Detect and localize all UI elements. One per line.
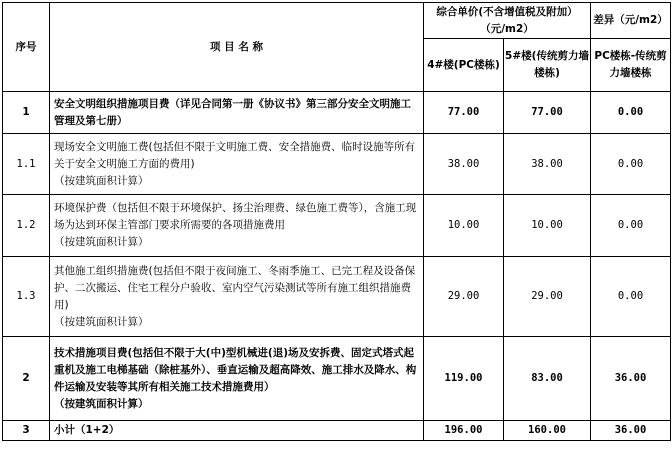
row-seq: 1 xyxy=(3,92,50,134)
row-b4: 10.00 xyxy=(424,195,504,257)
row-seq: 1.1 xyxy=(3,134,50,195)
row-name-text: 现场安全文明施工费(包括但不限于文明施工费、安全措施费、临时设施等所有关于安全文明施工方面的费用) xyxy=(54,140,416,170)
row-diff: 36.00 xyxy=(591,421,671,441)
header-diff: 差异（元/m2） xyxy=(591,3,671,39)
table-row xyxy=(3,337,671,421)
header-unit-price: 综合单价(不含增值税及附加）（元/m2） xyxy=(424,3,591,39)
row-b4: 77.00 xyxy=(424,92,504,134)
row-diff: 0.00 xyxy=(591,195,671,257)
row-name xyxy=(50,92,424,134)
header-building-5: 5#楼(传统剪力墙楼栋) xyxy=(504,39,591,92)
table-row xyxy=(3,92,671,134)
row-diff: 0.00 xyxy=(591,257,671,337)
row-name-text: 其他施工组织措施费(包括但不限于夜间施工、冬雨季施工、已完工程及设备保护、二次搬运、住宅工程分户验收、室内空气污染测试等所有施工组织措施费用) xyxy=(54,264,416,311)
row-note: （按建筑面积计算） xyxy=(54,236,149,248)
row-note: （按建筑面积计算） xyxy=(54,315,149,328)
row-name-text: 安全文明组织措施项目费（详见合同第一册《协议书》第三部分安全文明施工管理及第七册） xyxy=(54,97,411,127)
header-diff-desc: PC楼栋-传统剪力墙楼栋 xyxy=(591,39,671,92)
row-b4: 29.00 xyxy=(424,257,504,337)
header-row-1 xyxy=(3,3,671,39)
subtotal-row xyxy=(3,421,671,441)
row-b4: 119.00 xyxy=(424,337,504,421)
row-seq: 3 xyxy=(3,421,50,441)
row-name-text: 技术措施项目费(包括但不限于大(中)型机械进(退)场及安拆费、固定式塔式起重机及施工电梯基础（除桩基外）、垂直运输及超高降效、施工排水及降水、构件运输及安装等其所有相关施工技术措施费用） xyxy=(54,346,417,393)
cost-table xyxy=(2,2,671,441)
row-seq: 1.3 xyxy=(3,257,50,337)
row-seq: 2 xyxy=(3,337,50,421)
header-seq: 序号 xyxy=(3,3,50,92)
row-note: （按建筑面积计算） xyxy=(54,174,149,187)
table-row xyxy=(3,134,671,195)
row-b5: 77.00 xyxy=(504,92,591,134)
row-name: 小计（1+2） xyxy=(50,421,424,441)
row-b5: 83.00 xyxy=(504,337,591,421)
row-b5: 160.00 xyxy=(504,421,591,441)
row-diff: 0.00 xyxy=(591,92,671,134)
row-name xyxy=(50,337,424,421)
row-b4: 196.00 xyxy=(424,421,504,441)
row-diff: 0.00 xyxy=(591,134,671,195)
row-b5: 29.00 xyxy=(504,257,591,337)
row-note: （按建筑面积计算） xyxy=(54,397,149,410)
row-b5: 10.00 xyxy=(504,195,591,257)
table-row xyxy=(3,195,671,257)
row-name xyxy=(50,134,424,195)
row-seq: 1.2 xyxy=(3,195,50,257)
row-b5: 38.00 xyxy=(504,134,591,195)
row-b4: 38.00 xyxy=(424,134,504,195)
row-diff: 36.00 xyxy=(591,337,671,421)
row-name xyxy=(50,195,424,257)
row-name-text: 环境保护费（包括但不限于环境保护、扬尘治理费、绿色施工费等），含施工现场为达到环保主管部门要求所需要的各项措施费用 xyxy=(54,202,417,231)
table-row xyxy=(3,257,671,337)
row-name xyxy=(50,257,424,337)
header-item-name: 项 目 名 称 xyxy=(50,3,424,92)
header-building-4: 4#楼(PC楼栋) xyxy=(424,39,504,92)
